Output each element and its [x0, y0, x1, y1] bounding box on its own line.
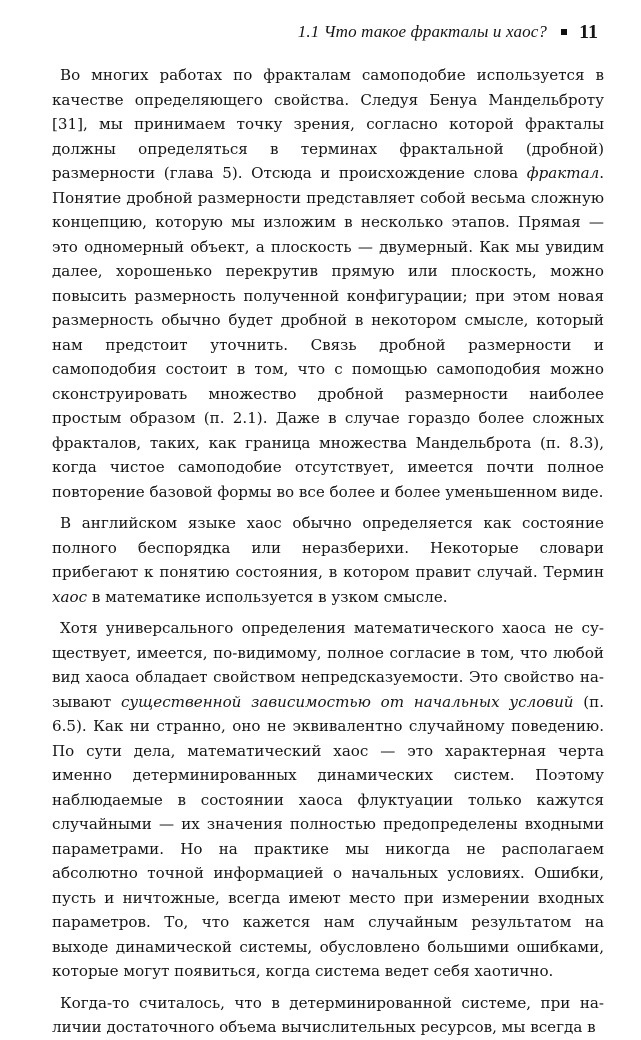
running-header [36, 18, 598, 46]
paragraph-text: Во многих работах по фракталам самоподобие используется в качестве определяющего свойства. Следуя Бенуа Мандельброту [31], мы принимаем точку зрения, согласно которой фракталы должны определяться в терминах фрактальной (дробной) размерности (глава 5). Отсюда и происхождение слова [52, 66, 604, 182]
square-bullet-icon [561, 29, 567, 35]
paragraph-mathematical-chaos [52, 616, 604, 984]
paragraph-text: В английском языке хаос обычно определяется как состояние полного беспорядка или неразберихи. Некоторые словари прибегают к понятию состояния, в котором правит случай. Термин [52, 514, 604, 581]
paragraph-text: в математике используется в узком смысле. [87, 587, 448, 606]
emphasized-term: хаос [52, 587, 88, 606]
body-text [52, 63, 605, 1036]
paragraph-text: (п. 6.5). Как ни странно, оно не эквивалентно случайному поведению. По сути дела, математический хаос — это характерная черта именно детерминированных динамических систем. Поэтому наблюдаемые в состоянии хаоса флуктуации только кажутся случайными — их значения полностью предопределены входными параметрами. Но на практике мы никогда не располагаем абсолютно точной информацией о начальных условиях. Ошибки, пусть и ничтожные, всегда имеют место при измерении входных параметров. То, что кажется нам случайным результатом на выходе динамической системы, обусловлено большими ошибками, которые могут появиться, когда система ведет себя хаотично. [52, 692, 605, 980]
paragraph-text: . Понятие дробной размерности представляет собой весьма сложную концепцию, которую мы изложим в несколько этапов. Прямая — это одномерный объект, а плоскость — двумерный. Как мы увидим далее, хорошенько перекрутив прямую или плоскость, можно повысить размерность полученной конфигурации; при этом новая размерность обычно будет дробной в некотором смысле, который нам предстоит уточнить. Связь дробной размерности и самоподобия состоит в том, что с помощью самоподобия можно сконструировать множество дробной размерности наиболее простым образом (п. 2.1). Даже в случае гораздо более сложных фракталов, таких, как граница множества Мандельброта (п. 8.3), когда чистое самоподобие отсутствует, имеется почти полное повторение базовой формы во все более и более уменьшенном виде. [52, 164, 604, 501]
paragraph-text: Хотя универсального определения математического хаоса не существует, имеется, по-видимому, полное согласие в том, что любой вид хаоса обладает свойством непредсказуемости. Это свойство называют [52, 619, 604, 711]
paragraph-chaos-definition [52, 511, 604, 609]
paragraph-text: Когда-то считалось, что в детерминированной системе, при наличии достаточного объема вычислительных ресурсов, мы всегда в [52, 993, 604, 1036]
emphasized-term: существенной зависимостью от начальных условий [120, 692, 574, 711]
paragraph-self-similarity [52, 63, 604, 504]
emphasized-term: фрактал [526, 164, 600, 182]
paragraph-determinism [52, 991, 604, 1040]
running-title: 1.1 Что такое фракталы и хаос? [297, 22, 548, 41]
page-number: 11 [579, 20, 598, 43]
